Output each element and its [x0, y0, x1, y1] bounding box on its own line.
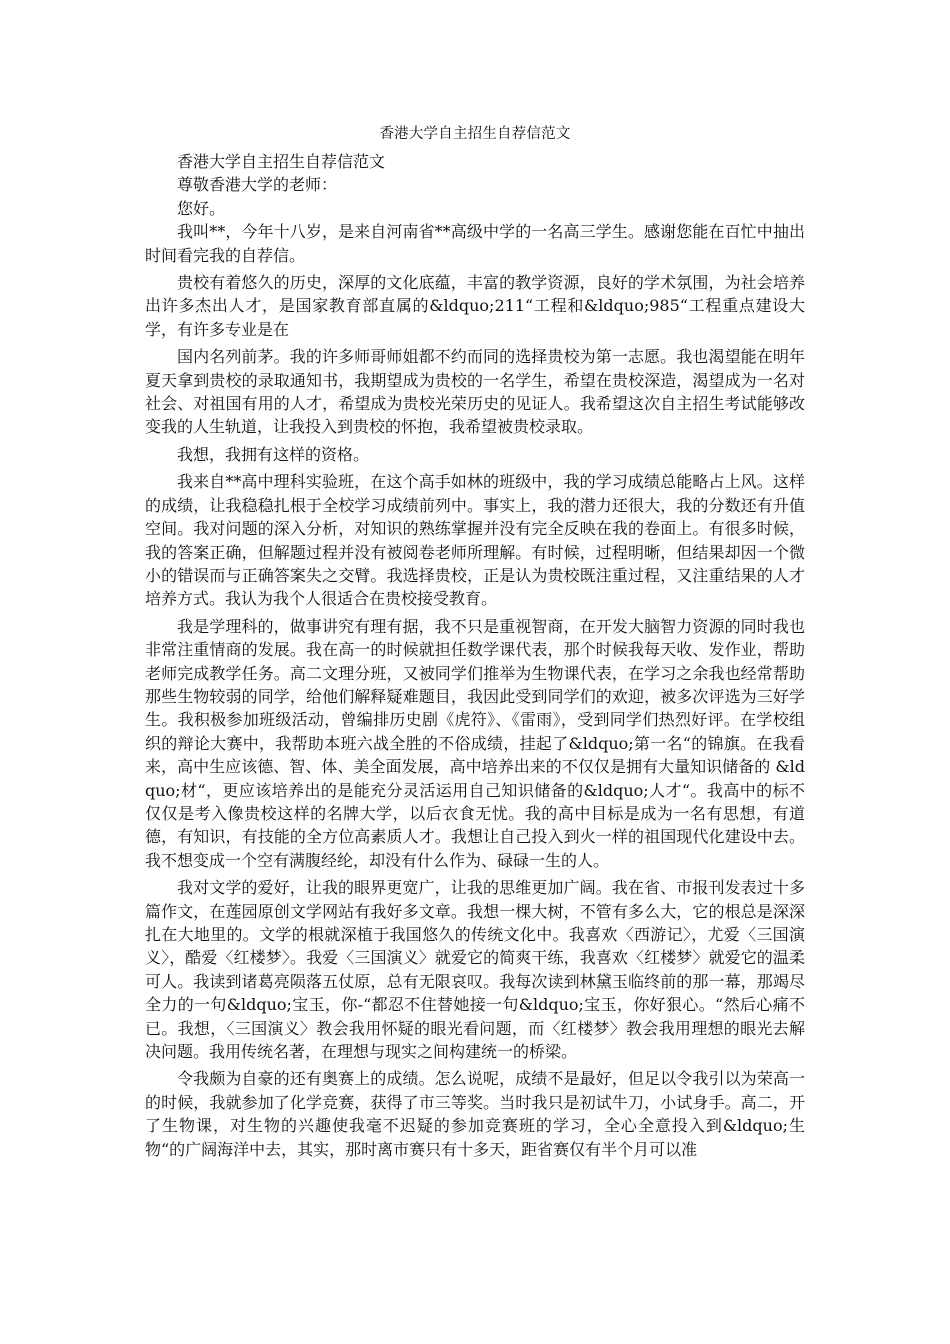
paragraph-introduction: 我叫**，今年十八岁，是来自河南省**高级中学的一名高三学生。感谢您能在百忙中抽出时间看完我的自荐信。 — [145, 222, 805, 265]
paragraph-olympiad: 令我颇为自豪的还有奥赛上的成绩。怎么说呢，成绩不是最好，但足以令我引以为荣高一的时候，我就参加了化学竞赛，获得了市三等奖。当时我只是初试牛刀，小试身手。高二，开了生物课，对生物的兴趣使我毫不迟疑的参加竞赛班的学习，全心全意投入到&ldquo;生物“的广阔海洋中去，其实，那时离市赛只有十多天，距省赛仅有半个月可以准 — [145, 1069, 805, 1159]
paragraph-aspiration: 国内名列前茅。我的许多师哥师姐都不约而同的选择贵校为第一志愿。我也渴望能在明年夏天拿到贵校的录取通知书，我期望成为贵校的一名学生，希望在贵校深造，渴望成为一名对社会、对祖国有用的人才，希望成为贵校光荣历史的见证人。我希望这次自主招生考试能够改变我的人生轨道，让我投入到贵校的怀抱，我希望被贵校录取。 — [145, 347, 805, 437]
paragraph-personal-development: 我是学理科的，做事讲究有理有据，我不只是重视智商，在开发大脑智力资源的同时我也非常注重情商的发展。我在高一的时候就担任数学课代表，那个时候我每天收、发作业，帮助老师完成教学任务。高二文理分班，又被同学们推举为生物课代表，在学习之余我也经常帮助那些生物较弱的同学，给他们解释疑难题目，我因此受到同学们的欢迎，被多次评选为三好学生。我积极参加班级活动，曾编排历史剧《虎符》、《雷雨》，受到同学们热烈好评。在学校组织的辩论大赛中，我帮助本班六战全胜的不俗成绩，挂起了&ldquo;第一名“的锦旗。在我看来，高中生应该德、智、体、美全面发展，高中培养出来的不仅仅是拥有大量知识储备的 &ldquo;材“，更应该培养出的是能充分灵活运用自己知识储备的&ldquo;人才“。我高中的标不仅仅是考入像贵校这样的名牌大学，以后衣食无忧。我的高中目标是成为一名有思想，有道德，有知识，有技能的全方位高素质人才。我想让自己投入到火一样的祖国现代化建设中去。我不想变成一个空有满腹经纶，却没有什么作为、碌碌一生的人。 — [145, 616, 805, 870]
paragraph-heading: 香港大学自主招生自荐信范文 — [177, 152, 386, 171]
paragraph-greeting: 您好。 — [177, 198, 226, 218]
document-page — [145, 124, 805, 1165]
paragraph-literature: 我对文学的爱好，让我的眼界更宽广，让我的思维更加广阔。我在省、市报刊发表过十多篇作文，在莲园原创文学网站有我好多文章。我想一棵大树，不管有多么大，它的根总是深深扎在大地里的。文学的根就深植于我国悠久的传统文化中。我喜欢〈西游记〉，尤爱〈三国演义〉，酷爱〈红楼梦〉。我爱〈三国演义〉就爱它的简爽干练，我喜欢〈红楼梦〉就爱它的温柔可人。我读到诸葛亮陨落五仗原，总有无限哀叹。我每次读到林黛玉临终前的那一幕，那竭尽全力的一句&ldquo;宝玉，你-“都忍不住替她接一句&ldquo;宝玉，你好狠心。“然后心痛不已。我想，〈三国演义〉教会我用怀疑的眼光看问题，而〈红楼梦〉教会我用理想的眼光去解决问题。我用传统名著，在理想与现实之间构建统一的桥梁。 — [145, 878, 805, 1062]
paragraph-salutation: 尊敬香港大学的老师： — [177, 175, 338, 195]
paragraph-academic-record: 我来自**高中理科实验班，在这个高手如林的班级中，我的学习成绩总能略占上风。这样的成绩，让我稳稳扎根于全校学习成绩前列中。事实上，我的潜力还很大，我的分数还有升值空间。我对问题的深入分析，对知识的熟练掌握并没有完全反映在我的卷面上。有很多时候，我的答案正确，但解题过程并没有被阅卷老师所理解。有时候，过程明晰，但结果却因一个微小的错误而与正确答案失之交臂。我选择贵校，正是认为贵校既注重过程，又注重结果的人才培养方式。我认为我个人很适合在贵校接受教育。 — [145, 472, 805, 609]
paragraph-qualification: 我想，我拥有这样的资格。 — [177, 444, 370, 464]
paragraph-school-history: 贵校有着悠久的历史，深厚的文化底蕴，丰富的教学资源，良好的学术氛围，为社会培养出许多杰出人才，是国家教育部直属的&ldquo;211“工程和&ldquo;985“工程重点建设大学，有许多专业是在 — [145, 273, 805, 339]
document-title: 香港大学自主招生自荐信范文 — [379, 126, 571, 142]
